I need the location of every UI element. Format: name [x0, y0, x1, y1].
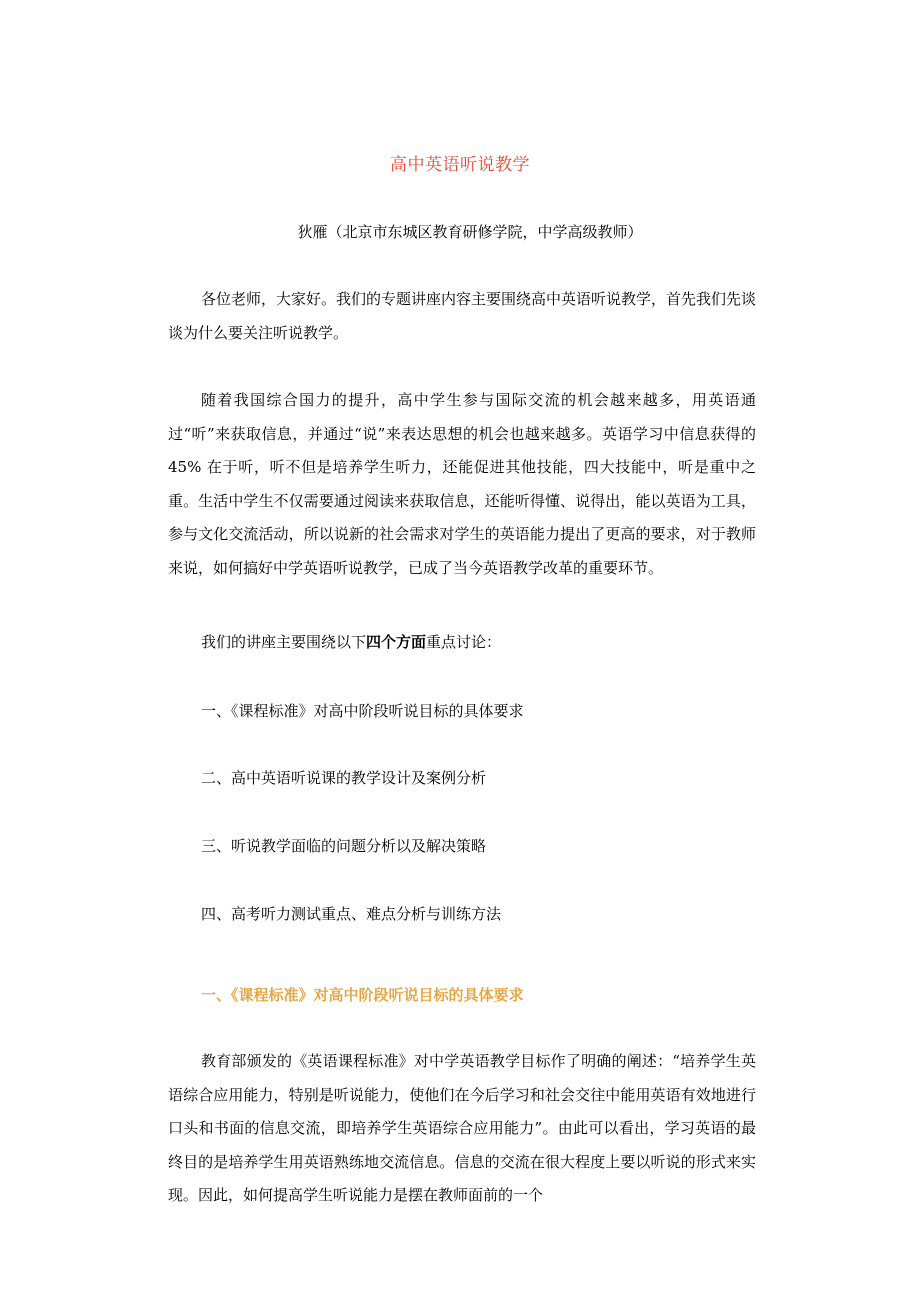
outline-item-4: 四、高考听力测试重点、难点分析与训练方法	[201, 905, 502, 923]
outline-intro-after: 重点讨论：	[426, 633, 502, 651]
section-1-paragraph: 教育部颁发的《英语课程标准》对中学英语教学目标作了明确的阐述：“培养学生英语综合应用能力，特别是听说能力，使他们在今后学习和社会交往中能用英语有效地进行口头和书面的信息交流，即培养学生英语综合应用能力”。由此可以看出，学习英语的最终目的是培养学生用英语熟练地交流信息。信息的交流在很大程度上要以听说的形式来实现。因此，如何提高学生听说能力是摆在教师面前的一个	[168, 1052, 756, 1205]
outline-item-2: 二、高中英语听说课的教学设计及案例分析	[201, 769, 487, 787]
section-1-heading: 一、《课程标准》对高中阶段听说目标的具体要求	[201, 986, 524, 1004]
outline-intro	[201, 631, 501, 652]
outline-intro-before: 我们的讲座主要围绕以下	[201, 633, 367, 651]
outline-item-3: 三、听说教学面临的问题分析以及解决策略	[201, 837, 487, 855]
document-title: 高中英语听说教学	[390, 155, 530, 175]
outline-item-1: 一、《课程标准》对高中阶段听说目标的具体要求	[201, 702, 524, 720]
intro-paragraph: 各位老师，大家好。我们的专题讲座内容主要围绕高中英语听说教学，首先我们先谈谈为什么要关注听说教学。	[168, 290, 757, 342]
background-paragraph: 随着我国综合国力的提升，高中学生参与国际交流的机会越来越多，用英语通过“听”来获取信息，并通过“说”来表达思想的机会也越来越多。英语学习中信息获得的 45% 在于听，听不但是培养学生听力，还能促进其他技能，四大技能中，听是重中之重。生活中学生不仅需要通过阅读来获取信息，还能听得懂、说得出，能以英语为工具，参与文化交流活动，所以说新的社会需求对学生的英语能力提出了更高的要求，对于教师来说，如何搞好中学英语听说教学，已成了当今英语教学改革的重要环节。	[168, 391, 756, 577]
author-line: 狄雁（北京市东城区教育研修学院，中学高级教师）	[297, 223, 643, 241]
outline-intro-bold: 四个方面	[366, 633, 427, 651]
